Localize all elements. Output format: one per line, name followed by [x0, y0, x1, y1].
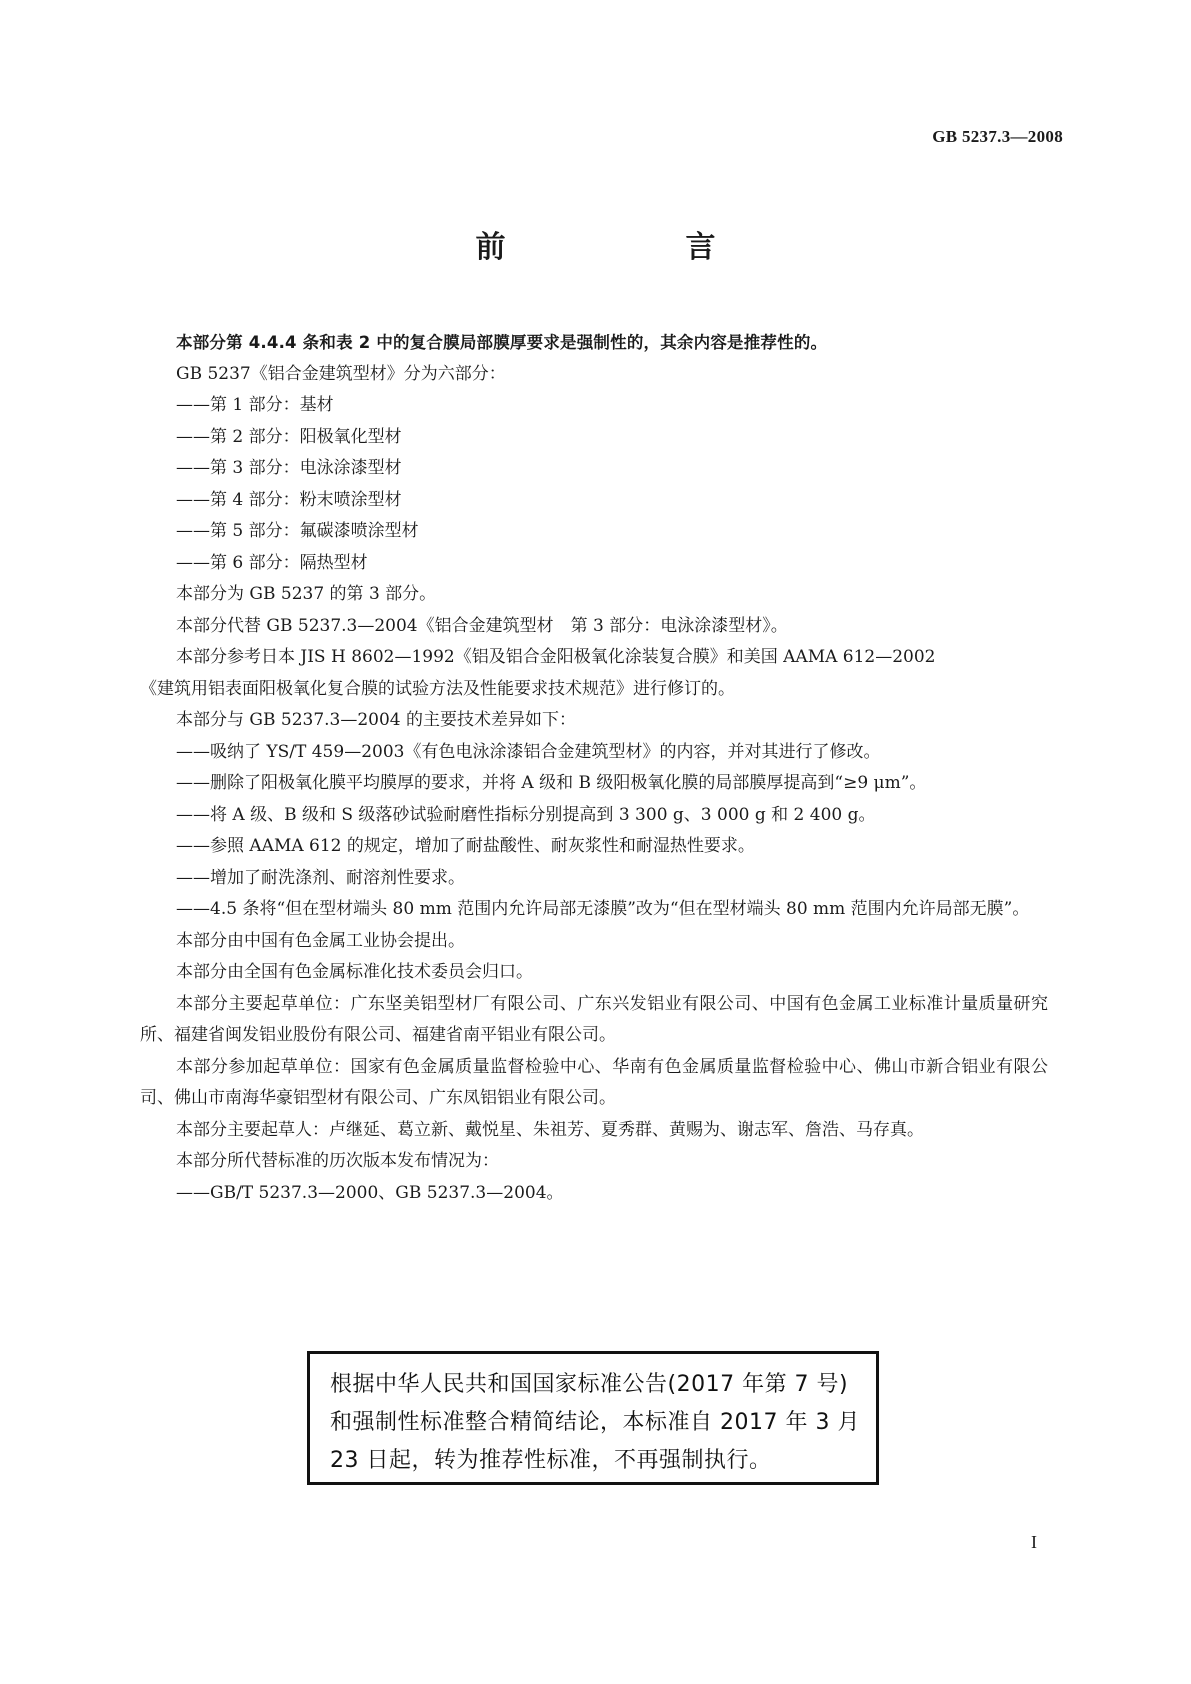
- notice-box: [307, 1351, 879, 1485]
- body-paragraph: 本部分所代替标准的历次版本发布情况为：: [176, 1151, 499, 1171]
- foreword-body: [140, 327, 1048, 1209]
- standard-code: GB 5237.3—2008: [932, 127, 1063, 146]
- body-paragraph: 本部分由全国有色金属标准化技术委员会归口。: [176, 962, 533, 982]
- list-item: ——吸纳了 YS/T 459—2003《有色电泳涂漆铝合金建筑型材》的内容，并对其进行了修改。: [176, 741, 881, 762]
- list-item: ——第 3 部分：电泳涂漆型材: [176, 458, 402, 478]
- mandatory-clause-statement: 本部分第 4.4.4 条和表 2 中的复合膜局部膜厚要求是强制性的，其余内容是推荐性的。: [176, 333, 828, 352]
- list-item: ——GB/T 5237.3—2000、GB 5237.3—2004。: [176, 1182, 564, 1203]
- list-item: ——增加了耐洗涤剂、耐溶剂性要求。: [176, 867, 465, 888]
- list-item: ——参照 AAMA 612 的规定，增加了耐盐酸性、耐灰浆性和耐湿热性要求。: [176, 836, 755, 856]
- body-paragraph: 本部分参考日本 JIS H 8602—1992《铝及铝合金阳极氧化涂装复合膜》和美国 AAMA 612—2002: [176, 647, 936, 667]
- drafters: 本部分主要起草人：卢继延、葛立新、戴悦星、朱祖芳、夏秀群、黄赐为、谢志军、詹浩、马存真。: [176, 1119, 924, 1140]
- list-item: ——删除了阳极氧化膜平均膜厚的要求，并将 A 级和 B 级阳极氧化膜的局部膜厚提高到“≥9 μm”。: [176, 773, 927, 793]
- body-paragraph-continuation: 《建筑用铝表面阳极氧化复合膜的试验方法及性能要求技术规范》进行修订的。: [140, 678, 735, 699]
- page-title: 前 言: [475, 230, 756, 265]
- drafting-units: 本部分主要起草单位：广东坚美铝型材厂有限公司、广东兴发铝业有限公司、中国有色金属工业标准计量质量研究所、福建省闽发铝业股份有限公司、福建省南平铝业有限公司。: [140, 993, 1048, 1045]
- list-item: ——第 2 部分：阳极氧化型材: [176, 426, 402, 447]
- body-paragraph: 本部分与 GB 5237.3—2004 的主要技术差异如下：: [176, 710, 577, 730]
- page-number: I: [1031, 1532, 1037, 1552]
- notice-text: 根据中华人民共和国国家标准公告(2017 年第 7 号)和强制性标准整合精简结论，本标准自 2017 年 3 月 23 日起，转为推荐性标准，不再强制执行。: [330, 1372, 860, 1473]
- list-item: ——第 4 部分：粉末喷涂型材: [176, 489, 402, 510]
- list-item: ——第 1 部分：基材: [176, 395, 334, 415]
- body-paragraph: 本部分由中国有色金属工业协会提出。: [176, 930, 465, 951]
- body-paragraph: 本部分代替 GB 5237.3—2004《铝合金建筑型材 第 3 部分：电泳涂漆型材》。: [176, 615, 788, 636]
- body-paragraph: 本部分为 GB 5237 的第 3 部分。: [176, 584, 437, 604]
- body-paragraph: GB 5237《铝合金建筑型材》分为六部分：: [176, 363, 506, 384]
- participating-units: 本部分参加起草单位：国家有色金属质量监督检验中心、华南有色金属质量监督检验中心、佛山市新合铝业有限公司、佛山市南海华豪铝型材有限公司、广东凤铝铝业有限公司。: [140, 1056, 1048, 1108]
- list-item: ——4.5 条将“但在型材端头 80 mm 范围内允许局部无漆膜”改为“但在型材端头 80 mm 范围内允许局部无膜”。: [176, 899, 1030, 919]
- list-item: ——第 6 部分：隔热型材: [176, 552, 368, 573]
- list-item: ——第 5 部分：氟碳漆喷涂型材: [176, 521, 419, 541]
- list-item: ——将 A 级、B 级和 S 级落砂试验耐磨性指标分别提高到 3 300 g、3 000 g 和 2 400 g。: [176, 804, 876, 825]
